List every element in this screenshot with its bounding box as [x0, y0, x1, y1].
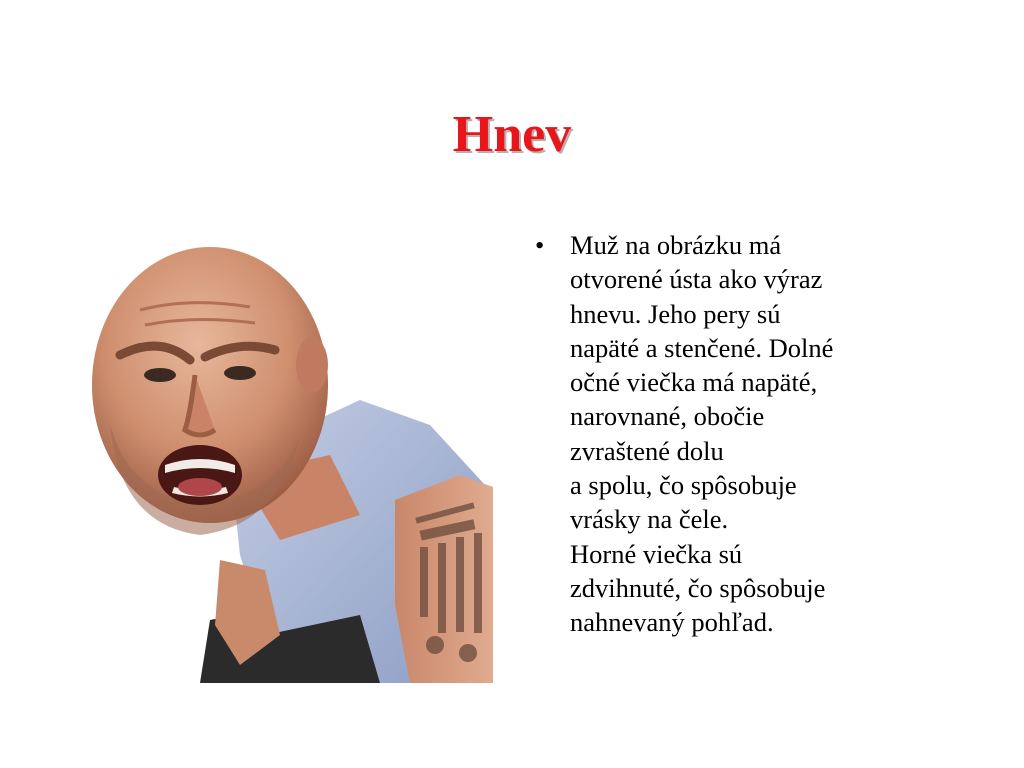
bullet-line: Muž na obrázku má — [570, 230, 782, 260]
bullet-line: a spolu, čo spôsobuje — [570, 470, 797, 501]
bullet-line: Horné viečka sú — [570, 538, 743, 569]
bullet-line: očné viečka má napäté, — [570, 367, 818, 398]
bullet-line: napäté a stenčené. Dolné — [570, 332, 834, 363]
bullet-line: nahnevaný pohľad. — [570, 607, 774, 638]
bullet-line: zdvihnuté, čo spôsobuje — [570, 572, 826, 603]
bullet-text-block — [535, 228, 955, 640]
bullet-line: zvraštené dolu — [570, 435, 724, 466]
bullet-line: narovnané, obočie — [570, 401, 765, 432]
angry-man-photo — [90, 225, 493, 683]
bullet-icon: • — [535, 230, 545, 260]
bullet-line: vrásky na čele. — [570, 504, 729, 535]
bullet-item — [535, 228, 955, 640]
bullet-line: hnevu. Jeho pery sú — [570, 298, 781, 329]
slide-title: Hnev — [452, 106, 572, 163]
bullet-line: otvorené ústa ako výraz — [570, 264, 823, 295]
